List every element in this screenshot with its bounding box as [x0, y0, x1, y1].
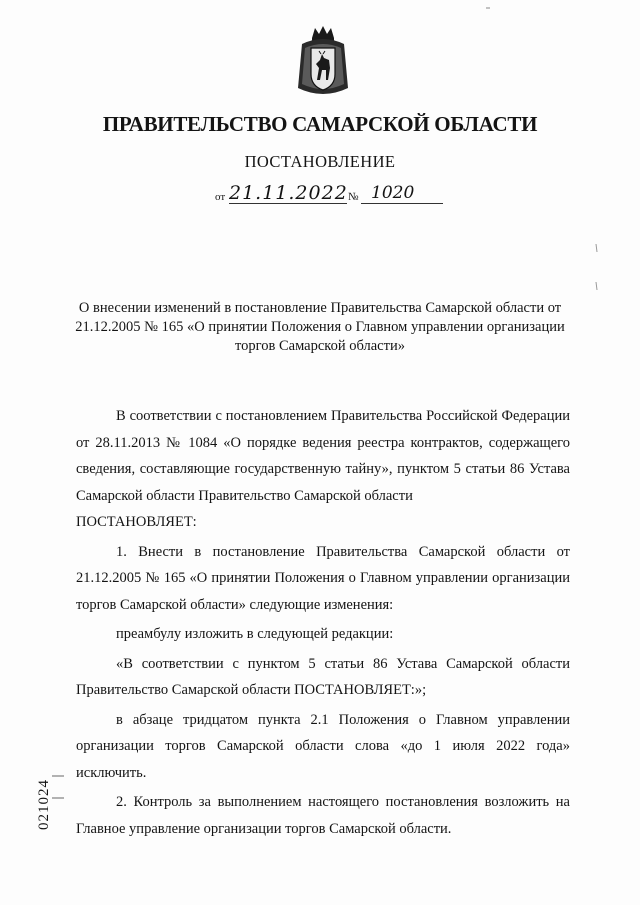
paragraph-preamble-note: преамбулу изложить в следующей редакции:	[116, 626, 394, 642]
paragraph-item-1: 1. Внести в постановление Правительства Самарской области от 21.12.2005 № 165 «О принятии Положения о Главном управлении организации торгов Самарской области» следующие изменения:	[76, 543, 570, 613]
samara-coat-of-arms-icon	[296, 24, 350, 98]
document-type: ПОСТАНОВЛЕНИЕ	[244, 152, 396, 171]
paragraph-new-preamble: «В соответствии с пунктом 5 статьи 86 Устава Самарской области Правительство Самарской области ПОСТАНОВЛЯЕТ:»;	[76, 655, 570, 698]
document-subject: О внесении изменений в постановление Правительства Самарской области от 21.12.2005 № 165 «О принятии Положения о Главном управлении организации торгов Самарской области»	[75, 300, 565, 354]
document-date: 21.11.2022	[229, 182, 348, 204]
government-title: ПРАВИТЕЛЬСТВО САМАРСКОЙ ОБЛАСТИ	[102, 112, 538, 136]
paragraph-item-2: 2. Контроль за выполнением настоящего постановления возложить на Главное управление организации торгов Самарской области.	[76, 794, 570, 837]
paragraph-preamble: В соответствии с постановлением Правительства Российской Федерации от 28.11.2013 № 1084 «О порядке ведения реестра контрактов, содержащего сведения, составляющие государственную тайну», пунктом 5 статьи 86 Устава Самарской области Правительство Самарской области	[76, 408, 570, 504]
date-prefix: от	[215, 191, 226, 203]
document-body	[76, 403, 570, 842]
paragraph-amendment: в абзаце тридцатом пункта 2.1 Положения о Главном управлении организации торгов Самарской области слова «до 1 июля 2022 года» исключить.	[76, 711, 570, 781]
registration-stamp-number: 021024	[36, 779, 52, 830]
paragraph-resolves: ПОСТАНОВЛЯЕТ:	[76, 514, 197, 530]
document-number: 1020	[361, 183, 443, 204]
date-number-line	[215, 182, 435, 208]
number-label: №	[348, 191, 359, 203]
